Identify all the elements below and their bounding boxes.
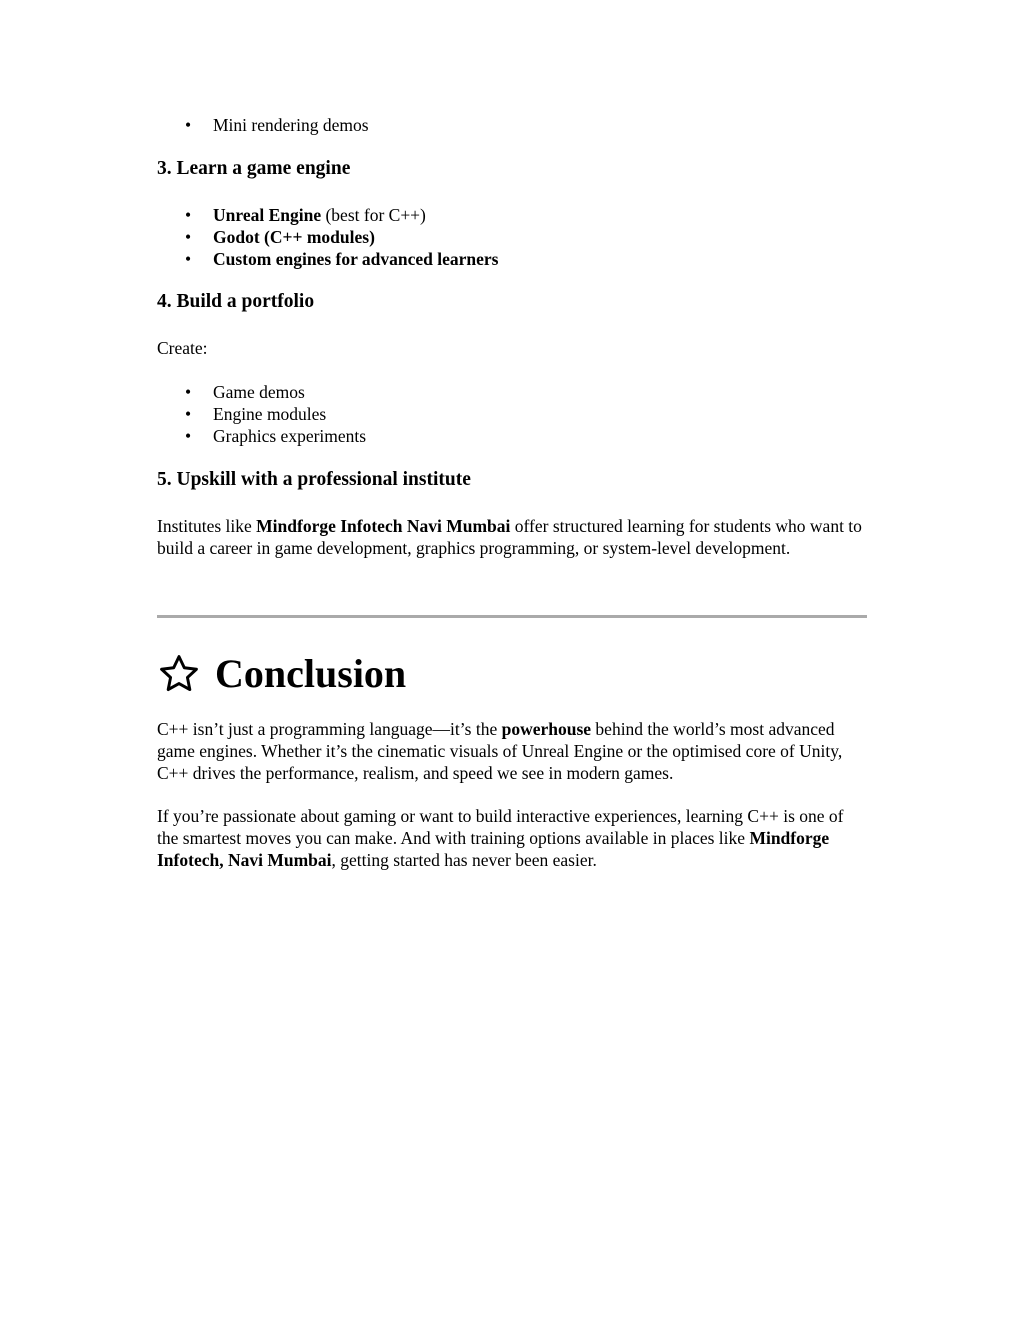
item-bold: Godot (C++ modules) (213, 227, 375, 247)
section-heading: 5. Upskill with a professional institute (157, 469, 471, 490)
text: Institutes like (157, 516, 257, 536)
list-item (157, 204, 869, 226)
bold-text: Mindforge Infotech Navi Mumbai (256, 516, 511, 536)
list-item: • Graphics experiments (157, 425, 869, 447)
star-icon (157, 652, 201, 696)
section-heading: 3. Learn a game engine (157, 158, 351, 179)
bold-text: powerhouse (501, 719, 592, 739)
text: C++ isn’t just a programming language—it’s the (157, 719, 502, 739)
list-item (157, 226, 869, 248)
list-item: • Game demos (157, 381, 869, 403)
list-item (157, 248, 869, 270)
paragraph (157, 718, 869, 784)
paragraph: Create: (157, 338, 208, 358)
bullet-list (157, 204, 869, 270)
item-bold: Unreal Engine (213, 205, 322, 225)
bold-text: Mindforge Infotech, Navi Mumbai (157, 828, 830, 870)
list-item: • Mini rendering demos (157, 114, 869, 136)
item-bold: Custom engines for advanced learners (213, 249, 499, 269)
bullet-list (157, 381, 869, 447)
text: offer structured learning for students who want to build a career in game development, graphics programming, or system-level development. (157, 516, 862, 558)
section-heading: 4. Build a portfolio (157, 291, 315, 312)
heading-text: Conclusion (215, 651, 407, 696)
text: behind the world’s most advanced game engines. Whether it’s the cinematic visuals of Unreal Engine or the optimised core of Unity, C++ drives the performance, realism, and speed we see in modern games. (157, 719, 843, 783)
paragraph (157, 805, 869, 871)
list-item: • Engine modules (157, 403, 869, 425)
text: , getting started has never been easier. (331, 850, 597, 870)
text: If you’re passionate about gaming or want to build interactive experiences, learning C++ is one of the smartest moves you can make. And with training options available in places like (157, 806, 844, 848)
paragraph (157, 515, 869, 559)
conclusion-heading (157, 648, 406, 700)
item-text: (best for C++) (321, 205, 426, 225)
bullet-list (157, 114, 869, 136)
divider (157, 615, 867, 618)
